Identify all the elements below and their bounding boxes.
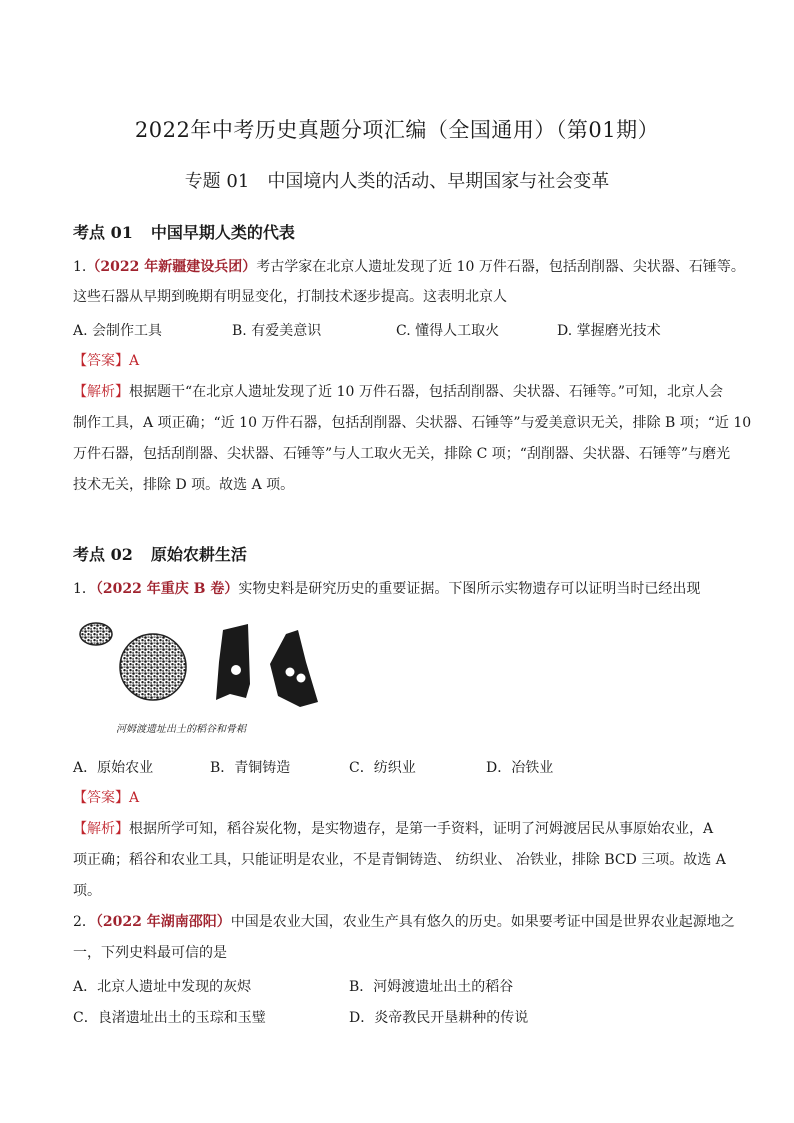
question-source: （2022 年新疆建设兵团）	[86, 259, 257, 275]
answer-line	[73, 352, 139, 370]
analysis-line: 技术无关，排除 D 项。故选 A 项。	[73, 477, 295, 493]
question-stem-line	[73, 580, 700, 598]
question-stem-line	[73, 258, 745, 276]
analysis-text: 根据题干“在北京人遗址发现了近 10 万件石器，包括刮削器、尖状器、石锤等。”可知，北京人会	[129, 384, 724, 400]
section-heading-2	[73, 542, 247, 565]
option-d: D．冶铁业	[486, 760, 554, 776]
answer-label: 【答案】	[73, 353, 129, 369]
answer-line	[73, 789, 139, 807]
option-c: C．良渚遗址出土的玉琮和玉璧	[73, 1010, 266, 1026]
section-name: 中国早期人类的代表	[150, 223, 295, 242]
analysis-line: 万件石器，包括刮削器、尖状器、石锤等”与人工取火无关，排除 C 项；“刮削器、尖状器、石锤等”与磨光	[73, 446, 731, 462]
option-a: A．原始农业	[73, 760, 154, 776]
section-number: 考点 02	[73, 545, 133, 564]
rice-grains-large	[120, 634, 186, 700]
question-number: 1．	[73, 581, 96, 597]
analysis-label: 【解析】	[73, 821, 129, 837]
question-stem-line	[73, 913, 735, 931]
document-title: 2022年中考历史真题分项汇编（全国通用）（第01期）	[134, 118, 660, 142]
analysis-line	[73, 383, 723, 401]
question-stem-text: 考古学家在北京人遗址发现了近 10 万件石器，包括刮削器、尖状器、石锤等。	[256, 259, 745, 275]
analysis-label: 【解析】	[73, 384, 129, 400]
question-source: （2022 年湖南邵阳）	[95, 914, 231, 930]
analysis-line	[73, 820, 713, 838]
question-stem-line: 这些石器从早期到晚期有明显变化，打制技术逐步提高。这表明北京人	[73, 289, 507, 305]
question-stem-text: 实物史料是研究历史的重要证据。下图所示实物遗存可以证明当时已经出现	[238, 581, 701, 597]
option-a: A．北京人遗址中发现的灰烬	[73, 979, 252, 995]
answer-value: A	[129, 790, 140, 806]
answer-label: 【答案】	[73, 790, 129, 806]
rice-grains-small	[80, 623, 112, 645]
option-b: B．河姆渡遗址出土的稻谷	[349, 979, 514, 995]
answer-value: A	[129, 353, 140, 369]
question-source: （2022 年重庆 B 卷）	[95, 581, 239, 597]
question-number: 2．	[73, 914, 96, 930]
option-b: B．青铜铸造	[210, 760, 291, 776]
image-caption: 河姆渡遗址出土的稻谷和骨耜	[116, 724, 246, 735]
analysis-line: 项正确；稻谷和农业工具，只能证明是农业，不是青铜铸造、 纺织业、 冶铁业，排除 BCD 三项。故选 A	[73, 852, 726, 868]
option-a: A. 会制作工具	[73, 323, 163, 339]
question-stem-line: 一，下列史料最可信的是	[73, 945, 227, 961]
analysis-text: 根据所学可知，稻谷炭化物，是实物遗存，是第一手资料，证明了河姆渡居民从事原始农业，A	[129, 821, 714, 837]
option-c: C. 懂得人工取火	[396, 323, 500, 339]
option-b: B. 有爱美意识	[232, 323, 322, 339]
bone-spade-right	[270, 630, 318, 707]
option-d: D. 掌握磨光技术	[557, 323, 661, 339]
artifact-rice-bone-spade-image	[78, 612, 323, 742]
analysis-line: 项。	[73, 883, 101, 899]
section-number: 考点 01	[73, 223, 133, 242]
bone-spade-left	[216, 624, 250, 700]
option-c: C．纺织业	[349, 760, 416, 776]
question-number: 1.	[73, 259, 87, 275]
option-d: D．炎帝教民开垦耕种的传说	[349, 1010, 529, 1026]
document-subtitle: 专题 01 中国境内人类的活动、早期国家与社会变革	[184, 171, 610, 192]
analysis-line: 制作工具，A 项正确；“近 10 万件石器，包括刮削器、尖状器、石锤等”与爱美意识无关，排除 B 项；“近 10	[73, 415, 752, 431]
section-heading-1	[73, 220, 295, 243]
section-name: 原始农耕生活	[150, 545, 247, 564]
question-stem-text: 中国是农业大国，农业生产具有悠久的历史。如果要考证中国是世界农业起源地之	[230, 914, 735, 930]
